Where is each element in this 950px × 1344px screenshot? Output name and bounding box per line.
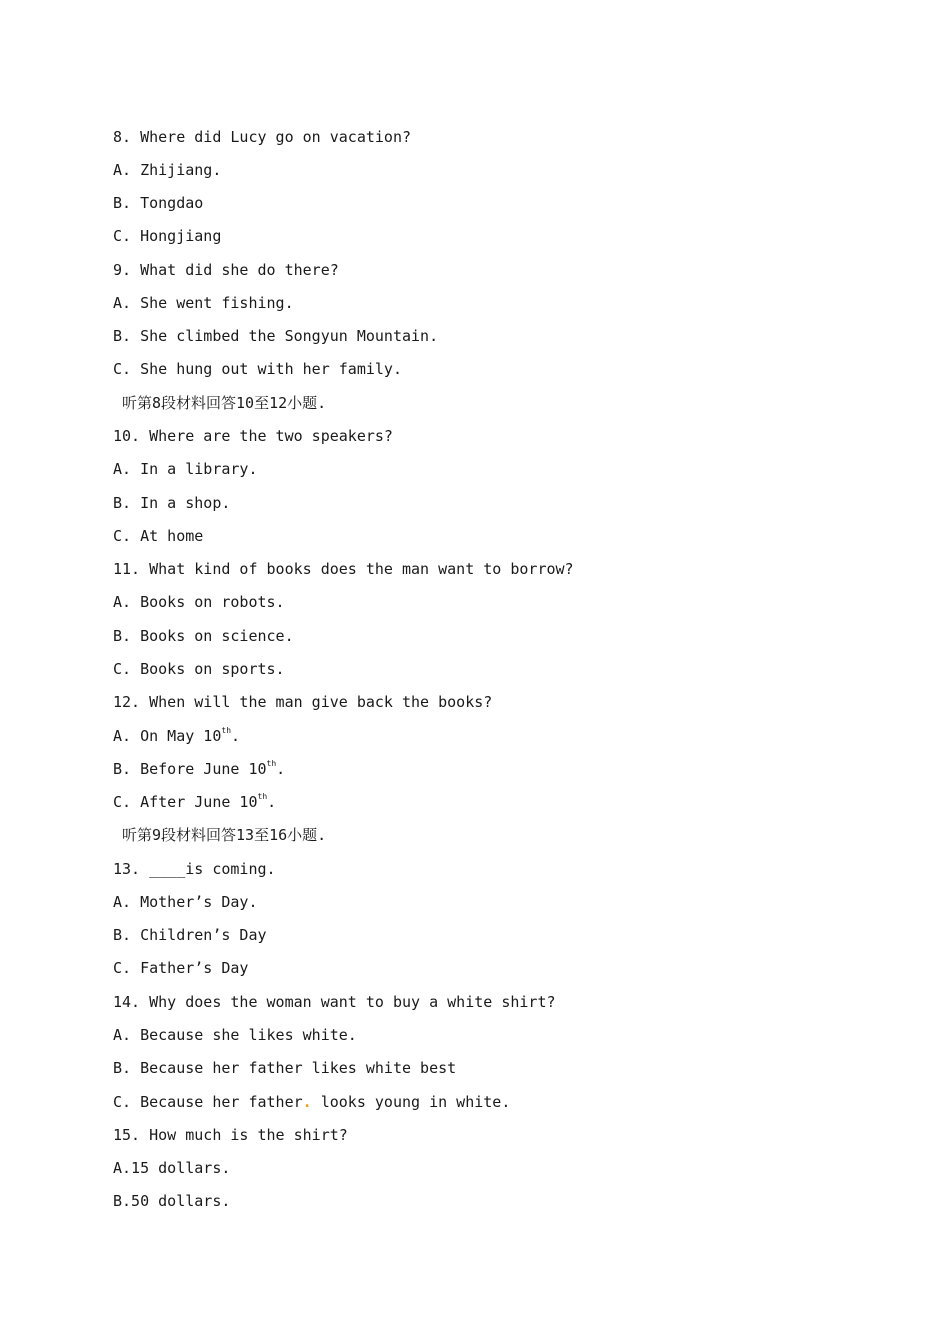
question-8-option-b: B. Tongdao — [113, 194, 204, 212]
question-14-option-b: B. Because her father likes white best — [113, 1059, 457, 1077]
question-9-option-a: A. She went fishing. — [113, 294, 294, 312]
question-12-option-b: B. Before June 10th. — [113, 759, 286, 778]
question-11-option-b: B. Books on science. — [113, 627, 294, 645]
question-9-option-c: C. She hung out with her family. — [113, 360, 402, 378]
question-8-option-c: C. Hongjiang — [113, 227, 222, 245]
question-12-option-a: A. On May 10th. — [113, 726, 241, 745]
question-11-option-c: C. Books on sports. — [113, 660, 285, 678]
question-9-option-b: B. She climbed the Songyun Mountain. — [113, 327, 439, 345]
question-14-option-a: A. Because she likes white. — [113, 1026, 357, 1044]
question-8-stem: 8. Where did Lucy go on vacation? — [113, 128, 412, 146]
question-15-stem: 15. How much is the shirt? — [113, 1126, 348, 1144]
question-8-option-a: A. Zhijiang. — [113, 161, 222, 179]
question-15-option-b: B.50 dollars. — [113, 1192, 231, 1210]
question-10-stem: 10. Where are the two speakers? — [113, 427, 393, 445]
question-13-option-c: C. Father’s Day — [113, 959, 249, 977]
section-9-instruction: 听第9段材料回答13至16小题. — [122, 826, 327, 844]
question-10-option-a: A. In a library. — [113, 460, 258, 478]
section-8-instruction: 听第8段材料回答10至12小题. — [122, 394, 327, 412]
question-15-option-a: A.15 dollars. — [113, 1159, 231, 1177]
question-14-stem: 14. Why does the woman want to buy a white shirt? — [113, 993, 556, 1011]
question-13-stem: 13. ____is coming. — [113, 860, 276, 878]
question-10-option-b: B. In a shop. — [113, 494, 231, 512]
question-14-option-c: C. Because her father. looks young in white. — [113, 1093, 511, 1111]
question-11-option-a: A. Books on robots. — [113, 593, 285, 611]
question-13-option-b: B. Children’s Day — [113, 926, 267, 944]
question-9-stem: 9. What did she do there? — [113, 261, 339, 279]
question-12-stem: 12. When will the man give back the books? — [113, 693, 493, 711]
question-10-option-c: C. At home — [113, 527, 204, 545]
question-13-option-a: A. Mother’s Day. — [113, 893, 258, 911]
edit-mark: . — [302, 1093, 312, 1111]
question-12-option-c: C. After June 10th. — [113, 792, 277, 811]
question-11-stem: 11. What kind of books does the man want to borrow? — [113, 560, 574, 578]
